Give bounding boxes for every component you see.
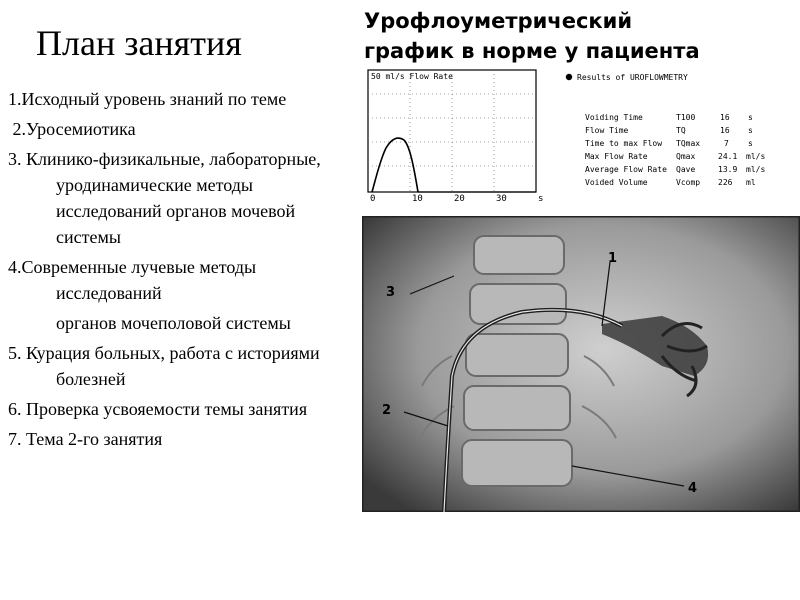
agenda-item: 3. Клинико-физикальные, лабораторные, уродинамические методы исследований органов мочевой системы bbox=[8, 149, 321, 247]
result-name: Average Flow Rate bbox=[585, 165, 667, 174]
result-value: 24.1 bbox=[718, 152, 738, 161]
result-unit: ml/s bbox=[746, 152, 766, 161]
agenda-item: 1.Исходный уровень знаний по теме bbox=[8, 89, 287, 109]
uroflow-results bbox=[566, 73, 766, 187]
agenda-item: 4.Современные лучевые методы исследований bbox=[8, 257, 257, 303]
uroflow-graph bbox=[368, 70, 543, 204]
xray-label-2: 2 bbox=[382, 403, 392, 418]
result-code: TQ bbox=[676, 126, 686, 135]
agenda-item: 7. Тема 2-го занятия bbox=[8, 429, 163, 449]
agenda-list bbox=[8, 86, 348, 456]
xray-label-3: 3 bbox=[386, 285, 396, 300]
result-name: Time to max Flow bbox=[585, 139, 663, 148]
result-code: Qave bbox=[676, 165, 696, 174]
agenda-item: 5. Курация больных, работа с историями болезней bbox=[8, 343, 320, 389]
xray-image bbox=[362, 216, 800, 512]
x-tick: s bbox=[538, 194, 544, 204]
uroflowmetry-panel bbox=[366, 68, 776, 208]
x-tick: 20 bbox=[454, 194, 465, 204]
result-code: TQmax bbox=[676, 139, 701, 148]
x-tick: 0 bbox=[370, 194, 376, 204]
agenda-item: 6. Проверка усвояемости темы занятия bbox=[8, 399, 308, 419]
agenda-item: 2.Уросемиотика bbox=[8, 119, 136, 139]
results-title: Results of UROFLOWMETRY bbox=[577, 73, 688, 82]
result-value: 226 bbox=[718, 178, 733, 187]
result-value: 16 bbox=[720, 113, 730, 122]
result-code: T100 bbox=[676, 113, 696, 122]
x-tick: 10 bbox=[412, 194, 423, 204]
result-value: 13.9 bbox=[718, 165, 738, 174]
uroflow-heading bbox=[364, 6, 700, 66]
result-name: Flow Time bbox=[585, 126, 629, 135]
results-bullet-icon bbox=[566, 74, 572, 80]
agenda-item: органов мочеполовой системы bbox=[56, 313, 291, 333]
result-code: Qmax bbox=[676, 152, 696, 161]
result-code: Vcomp bbox=[676, 178, 701, 187]
uroflow-heading-line1: Урофлоуметрический bbox=[364, 9, 633, 33]
xray-label-1: 1 bbox=[608, 251, 618, 266]
result-name: Max Flow Rate bbox=[585, 152, 648, 161]
result-name: Voiding Time bbox=[585, 113, 643, 122]
uroflow-heading-line2: график в норме у пациента bbox=[364, 39, 700, 63]
slide-title: План занятия bbox=[36, 23, 242, 63]
result-unit: s bbox=[748, 113, 753, 122]
graph-label: 50 ml/s Flow Rate bbox=[371, 72, 453, 81]
result-unit: s bbox=[748, 126, 753, 135]
result-unit: ml bbox=[746, 178, 756, 187]
x-tick: 30 bbox=[496, 194, 507, 204]
result-value: 7 bbox=[724, 139, 729, 148]
result-value: 16 bbox=[720, 126, 730, 135]
result-unit: ml/s bbox=[746, 165, 766, 174]
xray-label-4: 4 bbox=[688, 481, 698, 496]
result-name: Voided Volume bbox=[585, 178, 648, 187]
result-unit: s bbox=[748, 139, 753, 148]
